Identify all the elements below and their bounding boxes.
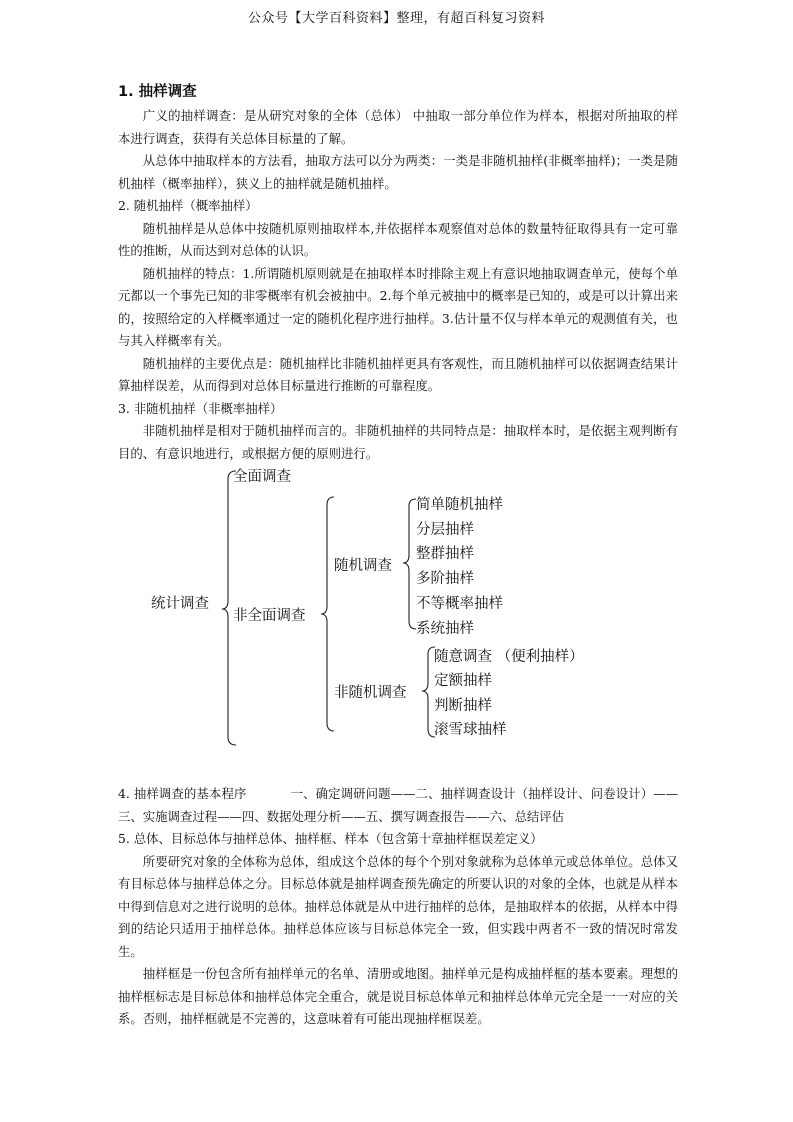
survey-classification-tree [118,465,678,783]
tree-nonfull-survey: 非全面调查 [233,608,306,624]
nonrandom-item: 滚雪球抽样 [434,722,507,738]
section-5-paragraph-1: 所要研究对象的全体称为总体，组成这个总体的每个个别对象就称为总体单元或总体单位。总体又有目标总体与抽样总体之分。目标总体就是抽样调查预先确定的所要认识的对象的全体，也就是从样本中得到信息对之进行说明的总体。抽样总体就是从中进行抽样的总体，是抽取样本的依据，从样本中得到的结论只适用于抽样总体。抽样总体应该与目标总体完全一致，但实践中两者不一致的情况时常发生。 [118,853,678,959]
section-2-paragraph-2: 随机抽样的特点：1.所谓随机原则就是在抽取样本时排除主观上有意识地抽取调查单元，使每个单元都以一个事先已知的非零概率有机会被抽中。2.每个单元被抽中的概率是已知的，或是可以计算出来的，按照给定的入样概率通过一定的随机化程序进行抽样。3.估计量不仅与样本单元的观测值有关，也与其入样概率有关。 [118,265,678,348]
sub-brace [321,497,334,731]
section-3-paragraph-1: 非随机抽样是相对于随机抽样而言的。非随机抽样的共同特点是：抽取样本时，是依据主观判断有目的、有意识地进行，或根据方便的原则进行。 [118,423,678,461]
section-5-title: 5. 总体、目标总体与抽样总体、抽样框、样本（包含第十章抽样框误差定义） [118,831,543,846]
section-2-paragraph-3: 随机抽样的主要优点是：随机抽样比非随机抽样更具有客观性，而且随机抽样可以依据调查结果计算抽样误差，从而得到对总体目标量进行推断的可靠程度。 [118,355,678,393]
tree-full-survey: 全面调查 [233,469,291,485]
random-item: 简单随机抽样 [416,497,503,513]
section-2-paragraph-1: 随机抽样是从总体中按随机原则抽取样本,并依据样本观察值对总体的数量特征取得具有一定可靠性的推断，从而达到对总体的认识。 [118,220,678,258]
random-brace [403,499,416,629]
section-1-paragraph-1: 广义的抽样调查：是从研究对象的全体（总体） 中抽取一部分单位作为样本，根据对所抽取的样本进行调查，获得有关总体目标量的了解。 [118,108,678,146]
tree-nonrandom-survey: 非随机调查 [334,685,407,701]
section-1-paragraph-2: 从总体中抽取样本的方法看，抽取方法可以分为两类：一类是非随机抽样(非概率抽样)；一类是随机抽样（概率抽样），狭义上的抽样就是随机抽样。 [118,153,678,191]
tree-random-survey: 随机调查 [334,558,392,574]
document-body [118,80,678,1031]
nonrandom-item: 判断抽样 [434,698,492,714]
nonrandom-item: 随意调查 （便利抽样） [434,649,584,665]
section-4-steps: 一、确定调研问题——二、抽样调查设计（抽样设计、问卷设计）——三、实施调查过程——四、数据处理分析——五、撰写调查报告——六、总结评估 [118,786,679,824]
section-4-title: 4. 抽样调查的基本程序 [118,786,247,801]
random-item: 不等概率抽样 [416,596,503,612]
section-3-title: 3. 非随机抽样（非概率抽样） [118,400,283,416]
section-5-paragraph-2: 抽样框是一份包含所有抽样单元的名单、清册或地图。抽样单元是构成抽样框的基本要素。理想的抽样框标志是目标总体和抽样总体完全重合，就是说目标总体单元和抽样总体单元完全是一一对应的关系。否则，抽样框就是不完善的，这意味着有可能出现抽样框误差。 [118,966,678,1026]
section-4 [118,783,678,828]
section-1-title: 1. 抽样调查 [118,84,197,100]
random-item: 整群抽样 [416,546,474,562]
nonrandom-item: 定额抽样 [434,673,492,689]
tree-root: 统计调查 [151,596,209,612]
tree-braces [118,465,678,783]
random-item: 多阶抽样 [416,571,474,587]
random-item: 系统抽样 [416,621,474,637]
section-2-title: 2. 随机抽样（概率抽样） [118,198,258,213]
random-item: 分层抽样 [416,522,474,538]
page-header: 公众号【大学百科资料】整理，有超百科复习资料 [247,11,545,26]
